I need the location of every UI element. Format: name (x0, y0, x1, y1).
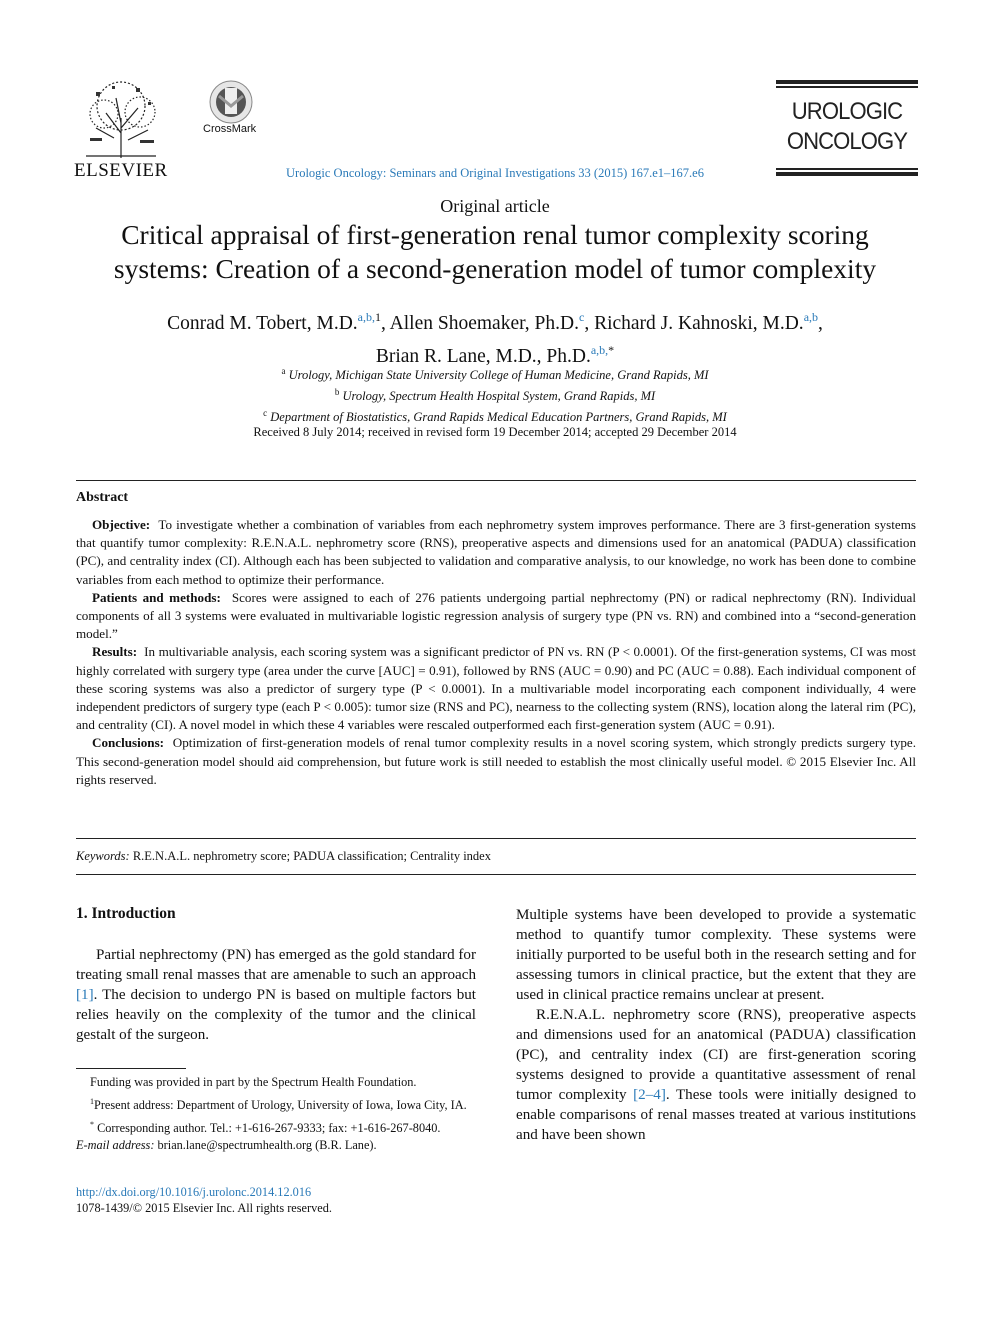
divider (76, 874, 916, 875)
column-right (516, 905, 916, 1145)
doi-link[interactable]: http://dx.doi.org/10.1016/j.urolonc.2014.12.016 (76, 1185, 312, 1199)
affiliation-item (0, 405, 990, 426)
journal-logo-line1: UROLOGIC (791, 98, 903, 125)
abstract-label: Conclusions: (92, 735, 165, 751)
footnote-sup: * (90, 1120, 94, 1130)
affiliation-sup: c (263, 408, 268, 419)
affiliation-text: Urology, Spectrum Health Hospital System, Grand Rapids, MI (342, 389, 656, 404)
footnotes (76, 1074, 476, 1156)
author-affil-sup[interactable]: a,b, (357, 310, 375, 324)
affiliation-sup: a (281, 366, 286, 376)
footnote-divider (76, 1068, 186, 1069)
abstract-methods (76, 589, 916, 644)
section-heading: 1. Introduction (76, 905, 176, 922)
affiliation-item (0, 363, 990, 384)
affiliation-item (0, 384, 990, 405)
abstract-text: Optimization of first-generation models of renal tumor complexity results in a novel scoring system, which strongly predicts surgery type. This second-generation model should aid comprehension, but future work is still needed to establish the most clinically useful model. © 2015 Elsevier Inc. All rights reserved. (76, 735, 916, 787)
paragraph (516, 1005, 916, 1145)
paragraph-text: . These tools were initially designed to enable comparisons of renal masses treated at various institutions and have been shown (516, 1087, 916, 1143)
paragraph-text: . The decision to undergo PN is based on multiple factors but relies heavily on the complexity of the tumor and the clinical gestalt of the surgeon. (76, 987, 476, 1043)
paragraph (76, 945, 476, 1045)
journal-citation-link[interactable]: Urologic Oncology: Seminars and Original Investigations 33 (2015) 167.e1–167.e6 (286, 166, 704, 180)
email-label: E-mail address: (76, 1138, 155, 1153)
divider (76, 838, 916, 839)
author-separator: , (584, 313, 595, 334)
affiliation-sup: b (334, 387, 340, 398)
abstract-label: Objective: (92, 517, 151, 532)
title-line-1: Critical appraisal of first-generation renal tumor complexity scoring (121, 219, 869, 250)
keywords-label: Keywords: (76, 849, 130, 863)
footnote-funding: Funding was provided in part by the Spectrum Health Foundation. (90, 1075, 417, 1089)
affiliations (0, 363, 990, 426)
author-affil-sup[interactable]: a,b, (590, 343, 609, 357)
author-name: Allen Shoemaker, Ph.D. (389, 313, 579, 334)
email-address[interactable]: brian.lane@spectrumhealth.org (B.R. Lane). (157, 1138, 377, 1153)
received-dates: Received 8 July 2014; received in revised form 19 December 2014; accepted 29 December 2014 (253, 425, 737, 439)
abstract-text: To investigate whether a combination of variables from each nephrometry system improves performance. There are 3 first-generation systems that quantify tumor complexity: R.E.N.A.L. nephrometry score (RNS), preoperative aspects and dimensions used for an anatomical (PADUA) classification (PC), and centrality index (CI). Although each has been subjected to validation and comparative analysis, to our knowledge, no work has been done to combine variables from each method to optimize their performance. (76, 517, 916, 587)
paragraph: Multiple systems have been developed to provide a systematic method to quantify tumor complexity. These systems were initially purported to be useful both in the research setting and for assessing tumors in clinical practice, but the extent that they are used in clinical practice remains unclear at present. (516, 907, 916, 1003)
abstract-text: In multivariable analysis, each scoring system was a significant predictor of PN vs. RN (P < 0.0001). Of the first-generation systems, CI was most highly correlated with surgery type (area under the curve [AUC] = 0.91), followed by RNS (AUC = 0.90) and PC (AUC = 0.88). Each individual component of these scoring systems was also a predictor of surgery type (P < 0.0001). In a multivariable model incorporating each component individually, 4 were independent predictors of surgery type (each P < 0.005): tumor size (RNS and PC), nearness to the collecting system (RNS), location along the lateral rim (PC), and centrality (CI). A novel model in which these 4 variables were rescaled outperformed each first-generation system (AUC = 0.91). (76, 644, 916, 733)
crossmark-label: CrossMark (203, 123, 257, 135)
author-name: Richard J. Kahnoski, M.D. (594, 313, 804, 334)
affiliation-text: Department of Biostatistics, Grand Rapids Medical Education Partners, Grand Rapids, MI (270, 410, 727, 425)
abstract-objective (76, 516, 916, 589)
author-name: Conrad M. Tobert, M.D. (167, 313, 358, 334)
author-separator: , (380, 313, 390, 334)
publisher-name: ELSEVIER (74, 160, 168, 181)
author-affil-sup[interactable]: a,b (803, 310, 819, 324)
keywords (76, 849, 491, 864)
author-list (60, 304, 930, 370)
paragraph-text: Partial nephrectomy (PN) has emerged as the gold standard for treating small renal masses that are amenable to such an approach (76, 947, 476, 983)
author-note-sup[interactable]: 1 (374, 310, 381, 324)
abstract-conclusions (76, 734, 916, 789)
article-title (60, 218, 930, 286)
abstract-body (76, 516, 916, 789)
footnote-present-address (76, 1093, 476, 1114)
article-type: Original article (440, 196, 550, 216)
author-affil-sup[interactable]: c (579, 310, 585, 324)
abstract-heading: Abstract (76, 490, 129, 505)
footnote-sup: 1 (90, 1097, 94, 1106)
column-left (76, 945, 476, 1045)
footnote-text: Present address: Department of Urology, University of Iowa, Iowa City, IA. (94, 1098, 467, 1113)
footnote-corresponding (76, 1116, 476, 1154)
journal-logo-line2: ONCOLOGY (786, 128, 908, 155)
abstract-text: Scores were assigned to each of 276 patients undergoing partial nephrectomy (PN) or radical nephrectomy (RN). Individual components of all 3 systems were evaluated in multivariable logistic regression analysis of surgery type (PN vs. RN) and combined into a “second-generation model.” (76, 589, 917, 642)
keywords-text: R.E.N.A.L. nephrometry score; PADUA classification; Centrality index (132, 849, 491, 863)
issn-copyright: 1078-1439/© 2015 Elsevier Inc. All rights reserved. (76, 1201, 332, 1215)
paragraph-text: R.E.N.A.L. nephrometry score (RNS), preoperative aspects and dimensions used for an anatomical (PADUA) classification (PC), and centrality index (CI) are first-generation scoring systems designed to provide a quantitative assessment of renal tumor complexity (516, 1007, 916, 1103)
abstract-label: Results: (92, 644, 138, 660)
reference-link[interactable]: [2–4] (633, 1087, 666, 1103)
author-name: Brian R. Lane, M.D., Ph.D. (375, 346, 591, 367)
abstract-results (76, 643, 916, 734)
title-line-2: systems: Creation of a second-generation model of tumor complexity (113, 253, 877, 284)
footnote-text: Corresponding author. Tel.: +1-616-267-9333; fax: +1-616-267-8040. (97, 1121, 441, 1136)
affiliation-text: Urology, Michigan State University College of Human Medicine, Grand Rapids, MI (288, 368, 709, 383)
divider (76, 480, 916, 481)
abstract-label: Patients and methods: (92, 589, 221, 605)
author-note-sup[interactable]: * (608, 343, 615, 357)
author-separator: , (818, 313, 823, 334)
journal-logo (776, 80, 918, 178)
reference-link[interactable]: [1] (76, 987, 94, 1003)
